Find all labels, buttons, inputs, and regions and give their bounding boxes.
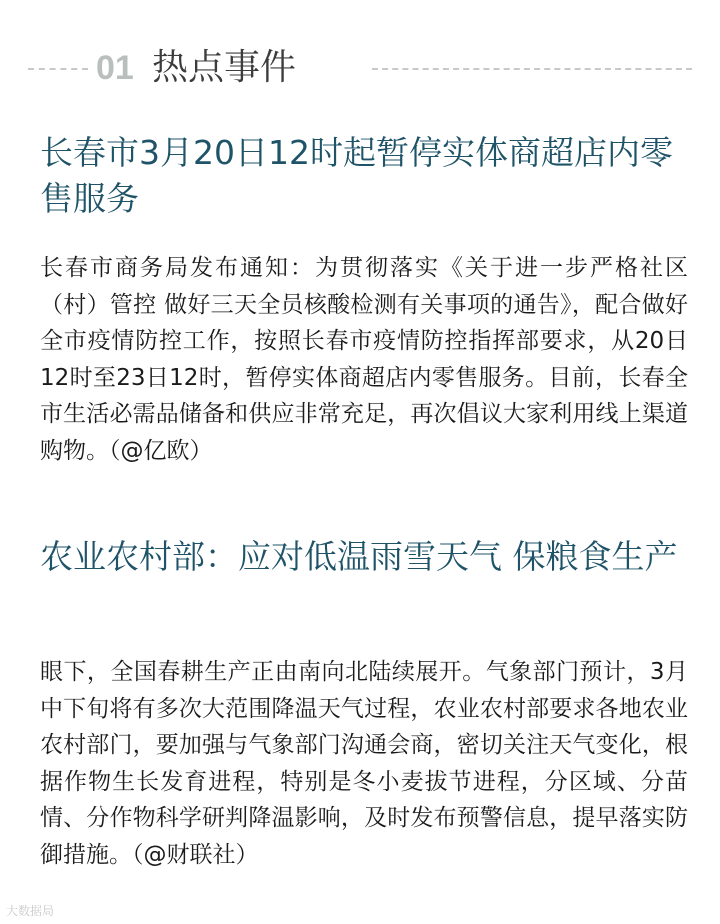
article-headline[interactable]: 农业农村部：应对低温雨雪天气 保粮食生产: [40, 537, 678, 576]
article-body: 长春市商务局发布通知：为贯彻落实《关于进一步严格社区（村）管控 做好三天全员核酸检测有关事项的通告》，配合做好全市疫情防控工作，按照长春市疫情防控指挥部要求，从20日12时至23日12时，暂停实体商超店内零售服务。目前，长春全市生活必需品储备和供应非常充足，再次倡议大家利用线上渠道购物。（@亿欧）: [40, 255, 688, 464]
dashed-divider-right: [372, 68, 692, 70]
watermark: 大数据局: [6, 904, 55, 918]
dashed-divider-left: [28, 68, 88, 70]
section-header: [0, 44, 720, 94]
article-headline[interactable]: 长春市3月20日12时起暂停实体商超店内零售服务: [40, 133, 673, 218]
section-title: 热点事件: [152, 47, 297, 88]
section-number: 01: [96, 49, 134, 87]
article-body: 眼下，全国春耕生产正由南向北陆续展开。气象部门预计，3月中下旬将有多次大范围降温天气过程，农业农村部要求各地农业农村部门，要加强与气象部门沟通会商，密切关注天气变化，根据作物生长发育进程，特别是冬小麦拔节进程，分区域、分苗情、分作物科学研判降温影响，及时发布预警信息，提早落实防御措施。（@财联社）: [40, 659, 688, 868]
